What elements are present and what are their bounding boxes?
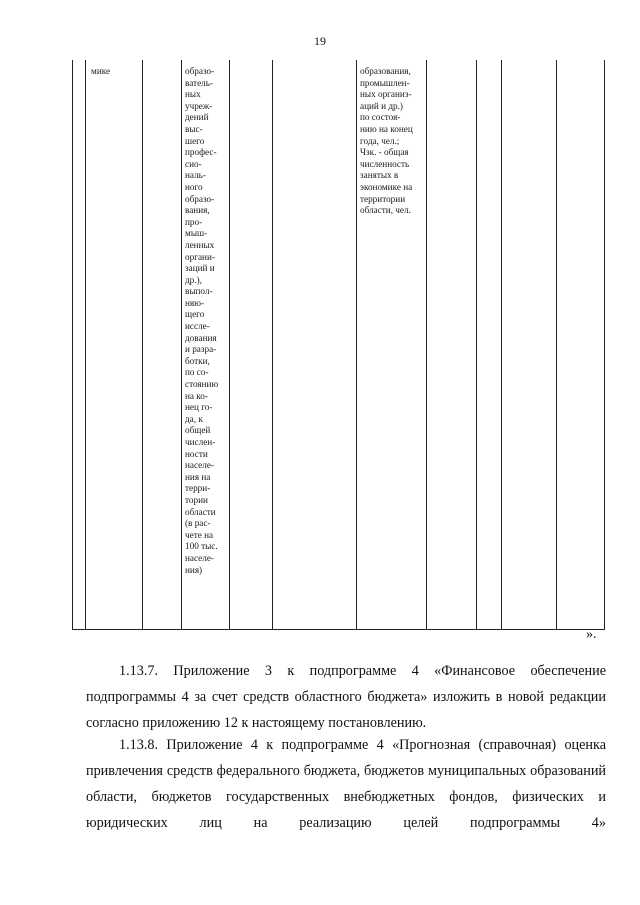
page-number: 19 (314, 34, 326, 48)
paragraph-1-13-7 (86, 658, 606, 736)
table-cell-text: образования, промышлен- ных организ- аций и др.) по состоя- нию на конец года, чел.; Чзк. - общая численность занятых в экономике на территории области, чел. (360, 66, 413, 216)
table-border-line (356, 60, 357, 630)
table-border-line (72, 60, 73, 630)
paragraph-text: 1.13.7. Приложение 3 к подпрограмме 4 «Финансовое обеспечение подпрограммы 4 за счет средств областного бюджета» изложить в новой редакции согласно приложению 12 к настоящему постановлению. (86, 663, 606, 731)
table-border-line (556, 60, 557, 630)
table-cell-text: образо- ватель- ных учреж- дений выс- шего профес- сио- наль- ного образо- вания, про- мыш- ленных органи- заций и др.), выпол- няю- щего иссле- дования и разра- ботки, по со- стоянию на ко- нец го- да, к общей числен- ности населе- ния на терри- тории области (в рас- чете на 100 тыс. населе- ния) (185, 66, 219, 575)
closing-quote: ». (586, 627, 597, 642)
table-border-line (501, 60, 502, 630)
table-border-line (604, 60, 605, 630)
table-border-line (272, 60, 273, 630)
table-border-line (142, 60, 143, 630)
table-border-line (85, 60, 86, 630)
paragraph-1-13-8 (86, 732, 606, 836)
paragraph-text: 1.13.8. Приложение 4 к подпрограмме 4 «Прогнозная (справочная) оценка привлечения средств федерального бюджета, бюджетов муниципальных образований области, бюджетов государственных внебюджетных фондов, физических и юридических лиц на реализацию целей подпрограммы 4» (86, 737, 606, 831)
table-border-line (476, 60, 477, 630)
table-cell-text: мике (91, 66, 111, 76)
table-bottom-border (72, 629, 605, 630)
table-border-line (181, 60, 182, 630)
